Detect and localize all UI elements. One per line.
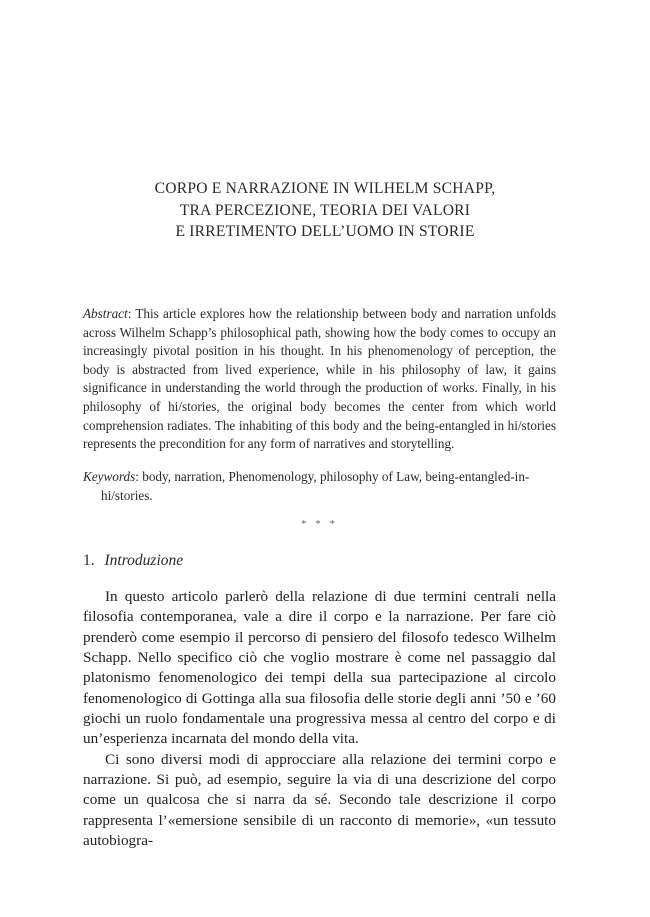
abstract	[83, 305, 556, 454]
body-text	[83, 587, 556, 851]
abstract-label: Abstract	[83, 306, 128, 321]
paragraph-2: Ci sono diversi modi di approcciare alla relazione dei termini corpo e narrazione. Si può, ad esempio, seguire la via di una descrizione del corpo come un qualcosa che si narra da sé. Secondo tale descrizione il corpo rappresenta l’«emersione sensibile di un racconto di memorie», «un tessuto autobiogra-	[83, 750, 556, 850]
section-number: 1.	[83, 552, 95, 569]
section-title: Introduzione	[104, 552, 184, 569]
keywords	[83, 468, 556, 505]
article-title	[60, 178, 590, 243]
keywords-text: : body, narration, Phenomenology, philosophy of Law, being-entangled-in-hi/stories.	[101, 469, 530, 503]
title-line-2: TRA PERCEZIONE, TEORIA DEI VALORI	[179, 201, 471, 219]
section-separator: * * *	[301, 518, 338, 530]
abstract-text: : This article explores how the relationship between body and narration unfolds across Wilhelm Schapp’s philosophical path, showing how the body comes to occupy an increasingly pivotal position in his thought. In his phenomenology of perception, the body is abstracted from lived experience, while in his philosophy of law, it gains significance in understanding the world through the production of works. Finally, in his philosophy of hi/stories, the original body becomes the center from which world comprehension radiates. The inhabiting of this body and the being-entangled in hi/stories represents the precondition for any form of narratives and storytelling.	[83, 306, 556, 452]
keywords-label: Keywords	[83, 469, 136, 484]
title-line-1: CORPO E NARRAZIONE IN WILHELM SCHAPP,	[154, 180, 496, 197]
paragraph-1: In questo articolo parlerò della relazione di due termini centrali nella filosofia contemporanea, vale a dire il corpo e la narrazione. Per fare ciò prenderò come esempio il percorso di pensiero del filosofo tedesco Wilhelm Schapp. Nello specifico ciò che voglio mostrare è come nel passaggio dal platonismo fenomenologico dei tempi della sua partecipazione al circolo fenomenologico di Gottinga alla sua filosofia delle storie degli anni ’50 e ’60 giochi un ruolo fondamentale una progressiva messa al centro del corpo e di un’esperienza incarnata del mondo della vita.	[83, 588, 556, 748]
title-line-3: E IRRETIMENTO DELL’UOMO IN STORIE	[175, 223, 475, 240]
section-heading	[83, 551, 183, 571]
